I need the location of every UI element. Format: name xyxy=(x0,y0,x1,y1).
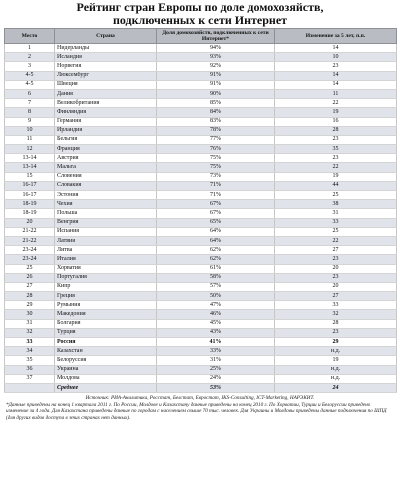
cell-place: 21-22 xyxy=(5,227,55,236)
footnote-text: *Данные приведены на конец 1 квартала 2011 г. По России, Молдове и Казахстану данные приведены на конец 2010 г. По Хорватии, Турции и Белоруссии приведено изменение за 4 года. Для Казахстана приведены данные по городам с населением свыше 70 тыс. человек. Для Украины и Молдовы приведены данные подключения по ШПД (для других видов доступа в этих странах нет данных). xyxy=(6,401,387,421)
table-row xyxy=(5,117,397,126)
cell-place: 12 xyxy=(5,145,55,154)
cell-share: 77% xyxy=(157,135,275,144)
cell-country: Молдова xyxy=(55,374,157,383)
cell-place: 13-14 xyxy=(5,154,55,163)
table-row xyxy=(5,310,397,319)
cell-change: 38 xyxy=(275,200,397,209)
cell-place: 7 xyxy=(5,99,55,108)
source-note: Источник: РИА-Аналитика, Росстат, Белстат, Евростат, IKS-Consulting, ICT-Marketing, НАРЭКИТ. xyxy=(85,395,315,402)
table-row xyxy=(5,328,397,337)
cell-share: 47% xyxy=(157,301,275,310)
cell-share: 75% xyxy=(157,154,275,163)
cell-share: 76% xyxy=(157,145,275,154)
cell-place: 13-14 xyxy=(5,163,55,172)
cell-share: 83% xyxy=(157,117,275,126)
cell-share: 94% xyxy=(157,44,275,53)
table-row xyxy=(5,218,397,227)
cell-country: Белоруссия xyxy=(55,356,157,365)
cell-share: 43% xyxy=(157,328,275,337)
table-row xyxy=(5,126,397,135)
cell-share: 91% xyxy=(157,71,275,80)
cell-country: Чехия xyxy=(55,200,157,209)
table-row xyxy=(5,255,397,264)
table-row xyxy=(5,80,397,89)
cell-share: 75% xyxy=(157,163,275,172)
cell-share: 24% xyxy=(157,374,275,383)
table-row xyxy=(5,227,397,236)
table-row xyxy=(5,154,397,163)
table-row xyxy=(5,62,397,71)
title-line-2: подключенных к сети Интернет xyxy=(112,13,288,27)
cell-change: 16 xyxy=(275,117,397,126)
cell-place: 25 xyxy=(5,264,55,273)
table-row xyxy=(5,191,397,200)
header-change: Изменение за 5 лет, п.п. xyxy=(275,29,397,44)
table-row xyxy=(5,135,397,144)
table-row xyxy=(5,163,397,172)
cell-change: 33 xyxy=(275,218,397,227)
table-row xyxy=(5,108,397,117)
table-row xyxy=(5,365,397,374)
cell-change: 14 xyxy=(275,44,397,53)
cell-share: 58% xyxy=(157,273,275,282)
cell-country: Бельгия xyxy=(55,135,157,144)
cell-country: Греция xyxy=(55,292,157,301)
cell-country: Эстония xyxy=(55,191,157,200)
table-row xyxy=(5,292,397,301)
cell-country: Польша xyxy=(55,209,157,218)
cell-change: 23 xyxy=(275,154,397,163)
cell-change: 23 xyxy=(275,255,397,264)
cell-share: 25% xyxy=(157,365,275,374)
cell-share: 50% xyxy=(157,292,275,301)
cell-place: 28 xyxy=(5,292,55,301)
cell-change: 23 xyxy=(275,135,397,144)
cell-country: Исландия xyxy=(55,53,157,62)
cell-share: 85% xyxy=(157,99,275,108)
cell-change: 23 xyxy=(275,62,397,71)
cell-country: Словакия xyxy=(55,181,157,190)
cell-place: 1 xyxy=(5,44,55,53)
cell-country: Турция xyxy=(55,328,157,337)
table-row xyxy=(5,71,397,80)
cell-place: 30 xyxy=(5,310,55,319)
cell-place xyxy=(5,383,55,392)
cell-change: 32 xyxy=(275,310,397,319)
cell-place: 11 xyxy=(5,135,55,144)
table-row xyxy=(5,319,397,328)
cell-country: Испания xyxy=(55,227,157,236)
cell-country: Румыния xyxy=(55,301,157,310)
cell-place: 18-19 xyxy=(5,209,55,218)
table-body xyxy=(5,44,397,393)
cell-place: 3 xyxy=(5,62,55,71)
cell-change: 25 xyxy=(275,191,397,200)
header-country: Страна xyxy=(55,29,157,44)
table-row xyxy=(5,181,397,190)
table-row xyxy=(5,347,397,356)
table-row xyxy=(5,145,397,154)
cell-country: Германия xyxy=(55,117,157,126)
cell-share: 53% xyxy=(157,383,275,392)
cell-country: Мальта xyxy=(55,163,157,172)
cell-share: 71% xyxy=(157,181,275,190)
cell-place: 10 xyxy=(5,126,55,135)
average-row xyxy=(5,383,397,392)
cell-share: 57% xyxy=(157,282,275,291)
cell-place: 16-17 xyxy=(5,181,55,190)
cell-share: 67% xyxy=(157,200,275,209)
cell-share: 93% xyxy=(157,53,275,62)
table-row xyxy=(5,301,397,310)
cell-change: 31 xyxy=(275,209,397,218)
cell-share: 45% xyxy=(157,319,275,328)
table-row xyxy=(5,282,397,291)
cell-change: 35 xyxy=(275,145,397,154)
cell-change: 24 xyxy=(275,383,397,392)
table-row xyxy=(5,53,397,62)
cell-country: Италия xyxy=(55,255,157,264)
cell-country: Венгрия xyxy=(55,218,157,227)
cell-change: 44 xyxy=(275,181,397,190)
cell-share: 33% xyxy=(157,347,275,356)
cell-change: 29 xyxy=(275,338,397,347)
cell-change: 14 xyxy=(275,80,397,89)
cell-place: 34 xyxy=(5,347,55,356)
cell-share: 67% xyxy=(157,209,275,218)
table-row xyxy=(5,236,397,245)
cell-share: 64% xyxy=(157,236,275,245)
page-title xyxy=(0,0,400,28)
cell-place: 4-5 xyxy=(5,71,55,80)
cell-change: 27 xyxy=(275,292,397,301)
cell-share: 62% xyxy=(157,255,275,264)
cell-change: 23 xyxy=(275,328,397,337)
cell-share: 46% xyxy=(157,310,275,319)
cell-share: 78% xyxy=(157,126,275,135)
cell-share: 73% xyxy=(157,172,275,181)
cell-share: 41% xyxy=(157,338,275,347)
cell-place: 31 xyxy=(5,319,55,328)
cell-share: 91% xyxy=(157,80,275,89)
cell-country: Казахстан xyxy=(55,347,157,356)
cell-country: Швеция xyxy=(55,80,157,89)
cell-share: 62% xyxy=(157,246,275,255)
cell-place: 21-22 xyxy=(5,236,55,245)
cell-country: Австрия xyxy=(55,154,157,163)
cell-change: 28 xyxy=(275,319,397,328)
cell-country: Словения xyxy=(55,172,157,181)
cell-country: Хорватия xyxy=(55,264,157,273)
cell-country: Кипр xyxy=(55,282,157,291)
cell-place: 2 xyxy=(5,53,55,62)
cell-country: Франция xyxy=(55,145,157,154)
cell-country: Великобритания xyxy=(55,99,157,108)
table-row xyxy=(5,356,397,365)
cell-place: 9 xyxy=(5,117,55,126)
header-share: Доля домохозяйств, подключенных к сети Интернет* xyxy=(157,29,275,44)
table-row xyxy=(5,99,397,108)
cell-country: Португалия xyxy=(55,273,157,282)
ranking-table xyxy=(4,28,397,393)
cell-country: Украина xyxy=(55,365,157,374)
cell-country: Россия xyxy=(55,338,157,347)
cell-place: 4-5 xyxy=(5,80,55,89)
cell-change: н.д. xyxy=(275,365,397,374)
table-row xyxy=(5,374,397,383)
cell-change: 10 xyxy=(275,53,397,62)
cell-share: 65% xyxy=(157,218,275,227)
footnotes xyxy=(6,395,394,421)
cell-place: 20 xyxy=(5,218,55,227)
table-row xyxy=(5,264,397,273)
cell-share: 61% xyxy=(157,264,275,273)
header-place: Место xyxy=(5,29,55,44)
cell-change: 20 xyxy=(275,264,397,273)
cell-place: 29 xyxy=(5,301,55,310)
table-row xyxy=(5,172,397,181)
cell-change: н.д. xyxy=(275,347,397,356)
cell-change: 11 xyxy=(275,89,397,98)
cell-change: 28 xyxy=(275,126,397,135)
cell-place: 15 xyxy=(5,172,55,181)
cell-change: 33 xyxy=(275,301,397,310)
cell-place: 36 xyxy=(5,365,55,374)
cell-change: 19 xyxy=(275,172,397,181)
cell-change: 14 xyxy=(275,71,397,80)
table-row xyxy=(5,338,397,347)
cell-change: 19 xyxy=(275,356,397,365)
table-row xyxy=(5,209,397,218)
table-row xyxy=(5,44,397,53)
cell-country: Финляндия xyxy=(55,108,157,117)
cell-country: Латвия xyxy=(55,236,157,245)
cell-change: 23 xyxy=(275,273,397,282)
cell-change: 22 xyxy=(275,236,397,245)
cell-change: 25 xyxy=(275,227,397,236)
cell-change: 27 xyxy=(275,246,397,255)
cell-place: 35 xyxy=(5,356,55,365)
cell-share: 84% xyxy=(157,108,275,117)
cell-share: 31% xyxy=(157,356,275,365)
table-row xyxy=(5,200,397,209)
cell-place: 32 xyxy=(5,328,55,337)
cell-country: Нидерланды xyxy=(55,44,157,53)
title-line-1: Рейтинг стран Европы по доле домохозяйств, xyxy=(76,0,324,14)
cell-country: Болгария xyxy=(55,319,157,328)
cell-place: 23-24 xyxy=(5,255,55,264)
cell-place: 6 xyxy=(5,89,55,98)
table-row xyxy=(5,89,397,98)
cell-change: 22 xyxy=(275,99,397,108)
cell-country: Люксембург xyxy=(55,71,157,80)
cell-change: 19 xyxy=(275,108,397,117)
cell-country: Среднее xyxy=(55,383,157,392)
cell-share: 71% xyxy=(157,191,275,200)
cell-place: 33 xyxy=(5,338,55,347)
cell-place: 16-17 xyxy=(5,191,55,200)
cell-place: 27 xyxy=(5,282,55,291)
cell-country: Ирландия xyxy=(55,126,157,135)
cell-country: Македония xyxy=(55,310,157,319)
cell-place: 23-24 xyxy=(5,246,55,255)
table-row xyxy=(5,273,397,282)
cell-share: 92% xyxy=(157,62,275,71)
cell-change: 20 xyxy=(275,282,397,291)
cell-place: 8 xyxy=(5,108,55,117)
table-row xyxy=(5,246,397,255)
cell-country: Дания xyxy=(55,89,157,98)
cell-change: 22 xyxy=(275,163,397,172)
cell-place: 37 xyxy=(5,374,55,383)
cell-share: 90% xyxy=(157,89,275,98)
table-header-row xyxy=(5,29,397,44)
cell-place: 26 xyxy=(5,273,55,282)
cell-country: Норвегия xyxy=(55,62,157,71)
cell-country: Литва xyxy=(55,246,157,255)
cell-change: н.д. xyxy=(275,374,397,383)
cell-place: 18-19 xyxy=(5,200,55,209)
cell-share: 64% xyxy=(157,227,275,236)
